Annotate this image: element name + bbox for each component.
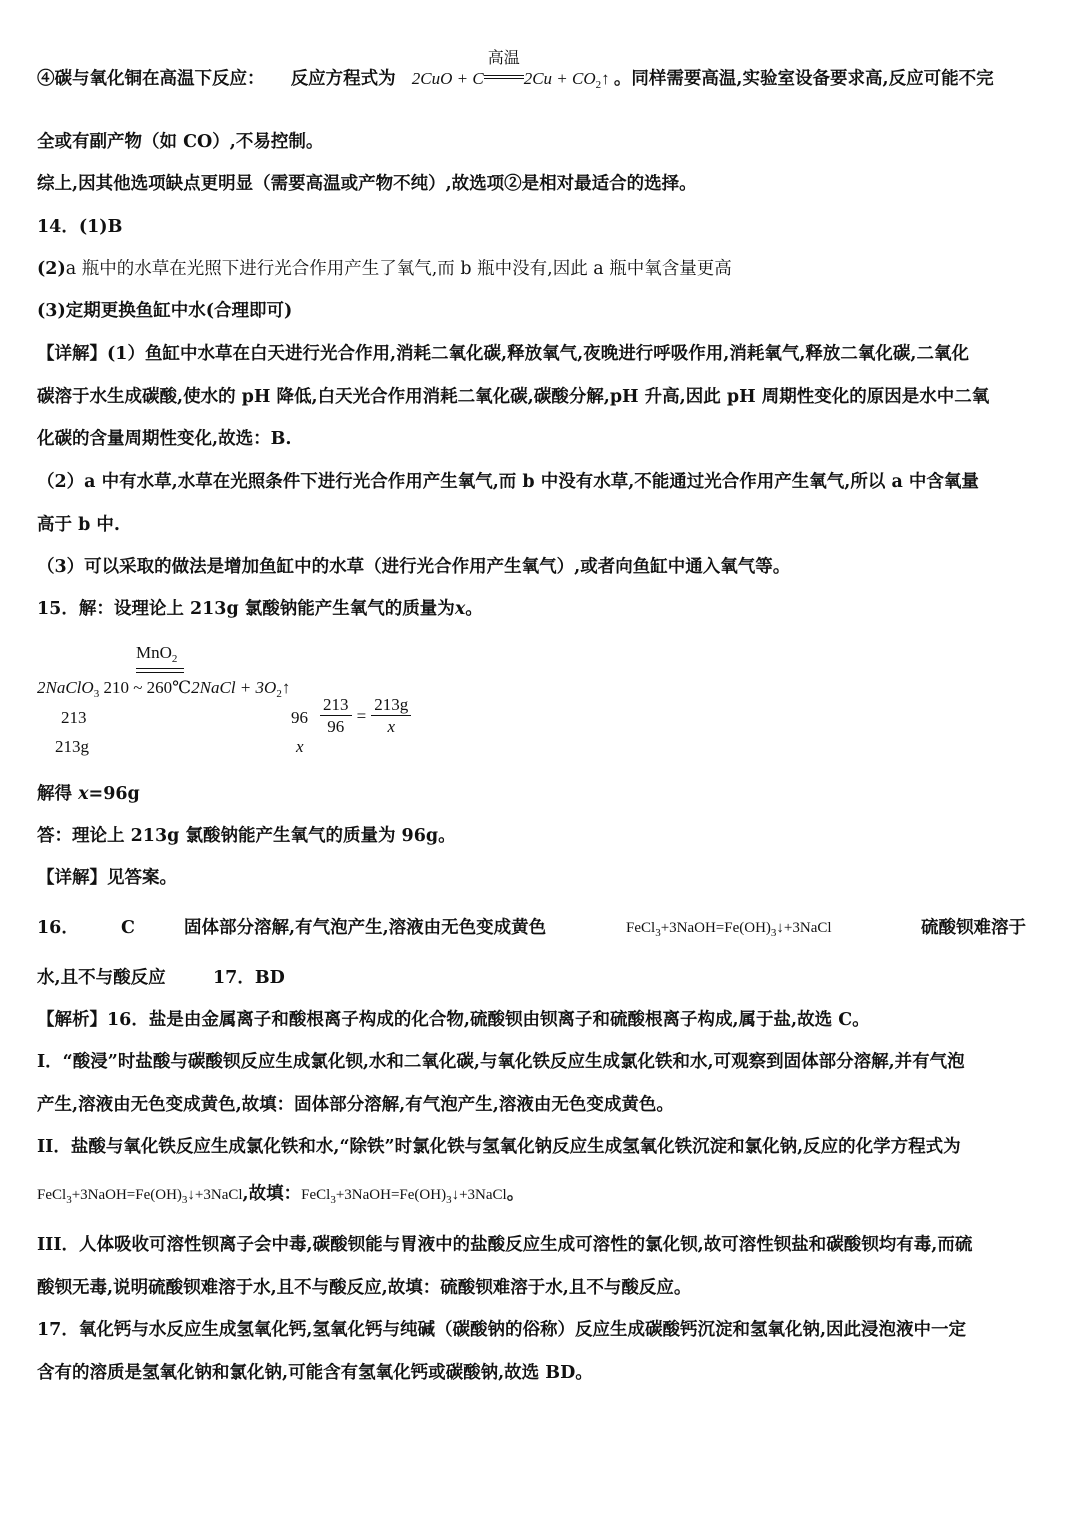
fecl3-2-b: +3NaOH=Fe(OH) (335, 1187, 447, 1203)
eq15-given-mass: 213g (55, 737, 89, 756)
eq1-arrow: ↑ (601, 69, 610, 88)
eq15-product: 2NaCl + 3O (191, 678, 277, 697)
fraction-left (320, 695, 352, 738)
question-14-answer-3: (3)定期更换鱼缸中水(合理即可) (37, 301, 293, 321)
fill-label: ,故填： (242, 1184, 302, 1204)
q17-answer: 17．BD (213, 968, 285, 988)
eq15-unknown-x: x (296, 737, 304, 756)
fraction-right (371, 695, 411, 738)
fecl3-equation-2 (301, 1187, 507, 1206)
line-2: 全或有副产物（如 CO）,不易控制。 (37, 132, 324, 152)
analysis-16: 【解析】16．盐是由金属离子和酸根离子构成的化合物,硫酸钡由钡离子和硫酸根离子构成,属于盐,故选 C。 (37, 1010, 870, 1030)
analysis-17-1: 17．氧化钙与水反应生成氢氧化钙,氢氧化钙与纯碱（碳酸钠的俗称）反应生成碳酸钙沉淀和氢氧化钠,因此浸泡液中一定 (37, 1320, 967, 1340)
fecl3-1-c: ↓+3NaCl (187, 1187, 243, 1203)
period: 。 (506, 1184, 525, 1204)
question-14-answer-1: 14．(1)B (37, 217, 123, 237)
fecl3-a-sub: 3 (655, 927, 661, 939)
answer-2-text: a 瓶中的水草在光照下进行光合作用产生了氧气,而 b 瓶中没有,因此 a 瓶中氧含量更高 (65, 259, 732, 279)
equals-sign: = (356, 706, 367, 726)
q16-observation: 固体部分溶解,有气泡产生,溶液由无色变成黄色 (184, 918, 547, 938)
fecl3-1-a-sub: 3 (66, 1194, 72, 1206)
q15-detail: 【详解】见答案。 (37, 868, 177, 888)
eq15-bar-bottom (136, 672, 184, 673)
q15-unknown: x (454, 599, 466, 619)
q16-baso4-note: 硫酸钡难溶于 (921, 918, 1026, 938)
analysis-16-ii-1: II．盐酸与氧化铁反应生成氯化铁和水,“除铁”时氯化铁与氢氧化钠反应生成氢氧化铁沉淀和氯化钠,反应的化学方程式为 (37, 1137, 961, 1157)
eq15-temperature: 210 ~ 260℃ (99, 678, 192, 697)
fecl3-b-sub: 3 (770, 927, 777, 939)
eq1-right-sub: 2 (595, 79, 602, 91)
eq15-mass-o2: 96 (291, 708, 308, 727)
fecl3-2-a: FeCl (301, 1187, 331, 1203)
solve-x: x (78, 784, 89, 804)
solve-value: =96g (88, 784, 140, 804)
analysis-16-iii-2: 酸钡无毒,说明硫酸钡难溶于水,且不与酸反应,故填：硫酸钡难溶于水,且不与酸反应。 (37, 1278, 692, 1298)
eq15-bar-top (136, 668, 184, 669)
detail-14-line-4: （2）a 中有水草,水草在光照条件下进行光合作用产生氧气,而 b 中没有水草,不能通过光合作用产生氧气,所以 a 中含氧量 (37, 472, 979, 492)
answer-2-label: (2) (37, 259, 66, 279)
equation-cuo-c (411, 50, 614, 91)
question-14-answer-2 (37, 257, 732, 281)
detail-14-line-1: 【详解】(1）鱼缸中水草在白天进行光合作用,消耗二氧化碳,释放氧气,夜晚进行呼吸作用,消耗氧气,释放二氧化碳,二氧化 (37, 344, 970, 364)
eq15-catalyst-text: MnO (136, 643, 172, 662)
q16-line-2: 水,且不与酸反应 (37, 968, 166, 988)
fecl3-1-b-sub: 3 (181, 1194, 188, 1206)
q16-fecl3-equation (626, 916, 832, 945)
eq1-double-bar (484, 75, 524, 79)
analysis-16-iii-1: III．人体吸收可溶性钡离子会中毒,碳酸钡能与胃液中的盐酸反应生成可溶性的氯化钡,故可溶性钡盐和碳酸钡均有毒,而硫 (37, 1235, 973, 1255)
fecl3-1-b: +3NaOH=Fe(OH) (71, 1187, 182, 1203)
q15-answer: 答：理论上 213g 氯酸钠能产生氧气的质量为 96g。 (37, 826, 456, 846)
eq15-reactant-sub: 3 (93, 688, 100, 700)
analysis-16-i-1: I．“酸浸”时盐酸与碳酸钡反应生成氯化钡,水和二氧化碳,与氧化铁反应生成氯化铁和水,可观察到固体部分溶解,并有气泡 (37, 1052, 965, 1072)
q15-period: 。 (465, 599, 483, 619)
detail-14-line-6: （3）可以采取的做法是增加鱼缸中的水草（进行光合作用产生氧气）,或者向鱼缸中通入氧气等。 (37, 557, 791, 577)
frac-left-num: 213 (320, 695, 352, 716)
frac-right-num: 213g (371, 695, 411, 716)
detail-14-line-2: 碳溶于水生成碳酸,使水的 pH 降低,白天光合作用消耗二氧化碳,碳酸分解,pH 升高,因此 pH 周期性变化的原因是水中二氧 (37, 387, 990, 407)
eq15-mass-reactant: 213 (61, 708, 87, 727)
q16-number: 16． (37, 918, 79, 938)
analysis-16-ii-2 (37, 1182, 524, 1212)
q16-answer-c: C (121, 918, 135, 938)
eq15-catalyst (136, 643, 177, 665)
fecl3-equation-1 (37, 1187, 243, 1206)
frac-left-den: 96 (327, 717, 345, 736)
q15-solve (37, 782, 140, 806)
fecl3-a: FeCl (626, 920, 656, 936)
fecl3-b: +3NaOH=Fe(OH) (660, 920, 771, 936)
eq15-catalyst-sub: 2 (171, 653, 178, 665)
q15-setup-text: 15．解：设理论上 213g 氯酸钠能产生氧气的质量为 (37, 599, 455, 619)
eq15-proportion (320, 695, 411, 738)
detail-14-line-5: 高于 b 中. (37, 515, 121, 535)
eq15-product-sub: 2 (276, 688, 282, 700)
eq1-left: 2CuO + C (411, 69, 484, 88)
detail-14-line-3: 化碳的含量周期性变化,故选：B. (37, 429, 292, 449)
eq15-reactant: 2NaClO (37, 678, 94, 697)
fecl3-2-b-sub: 3 (446, 1194, 452, 1206)
fecl3-2-c: ↓+3NaCl (451, 1187, 507, 1203)
eq15-arrow: ↑ (281, 678, 291, 697)
solve-label: 解得 (37, 784, 79, 804)
question-15-setup (37, 597, 483, 621)
frac-right-den: x (387, 717, 396, 736)
analysis-17-2: 含有的溶质是氢氧化钠和氯化钠,可能含有氢氧化钙或碳酸钠,故选 BD。 (37, 1363, 593, 1383)
fecl3-2-a-sub: 3 (330, 1194, 336, 1206)
fecl3-1-a: FeCl (37, 1187, 67, 1203)
eq15-main-equation (37, 678, 290, 700)
text-carbon-cuo: ④碳与氧化铜在高温下反应： (37, 69, 265, 89)
text-high-temp-note: 。同样需要高温,实验室设备要求高,反应可能不完 (613, 69, 994, 89)
fecl3-c: ↓+3NaCl (776, 920, 832, 936)
line-3: 综上,因其他选项缺点更明显（需要高温或产物不纯）,故选项②是相对最适合的选择。 (37, 174, 697, 194)
analysis-16-i-2: 产生,溶液由无色变成黄色,故填：固体部分溶解,有气泡产生,溶液由无色变成黄色。 (37, 1095, 674, 1115)
text-equation-intro: 反应方程式为 (290, 69, 396, 89)
eq1-right: 2Cu + CO (523, 69, 596, 88)
eq1-condition: 高温 (487, 50, 520, 67)
line-1 (37, 50, 994, 97)
